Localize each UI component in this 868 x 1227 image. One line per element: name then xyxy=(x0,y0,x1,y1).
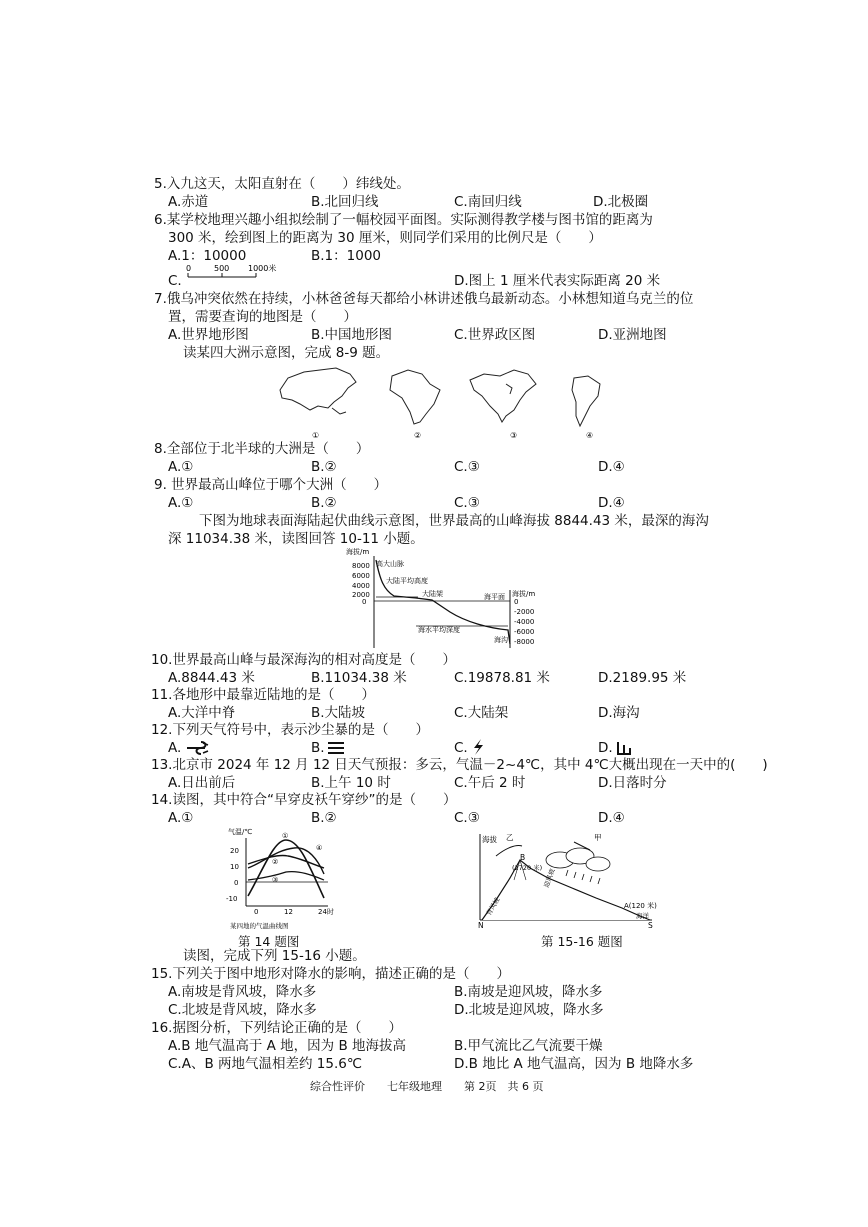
fig14-curve-label-2: ② xyxy=(272,858,279,866)
q16-option-a[interactable]: A.B 地气温高于 A 地，因为 B 地海拔高 xyxy=(168,1038,407,1054)
sandstorm-icon xyxy=(183,739,211,757)
fig15-label-yi: 乙 xyxy=(506,833,514,842)
fig14-caption: 第 14 题图 xyxy=(238,934,300,949)
curve-ytick-2000: 2000 xyxy=(352,591,370,599)
curve-label-mountain: 高大山脉 xyxy=(376,560,404,568)
continent-label-4: ④ xyxy=(586,431,594,440)
q9-option-a[interactable]: A.① xyxy=(168,495,194,511)
q11-stem: 11.各地形中最靠近陆地的是（ ） xyxy=(151,687,375,703)
q14-stem: 14.读图，其中符合“早穿皮袄午穿纱”的是（ ） xyxy=(151,792,457,808)
fig14-ytick-20: 20 xyxy=(230,847,239,855)
mountain-rain-figure xyxy=(476,830,658,930)
q6-stem-line1: 6.某学校地理兴趣小组拟绘制了一幅校园平面图。实际测得教学楼与图书馆的距离为 xyxy=(154,212,653,228)
q15-option-b[interactable]: B.南坡是迎风坡，降水多 xyxy=(454,984,603,1000)
q12-option-d[interactable]: D. xyxy=(598,740,613,756)
q5-option-b[interactable]: B.北回归线 xyxy=(311,194,379,210)
page-footer: 综合性评价 七年级地理 第 2页 共 6 页 xyxy=(310,1080,544,1093)
curve-y-title-right: 海拔/m xyxy=(512,590,536,598)
curve-y-title-left: 海拔/m xyxy=(346,548,370,556)
q8-option-c[interactable]: C.③ xyxy=(454,459,480,475)
q13-stem: 13.北京市 2024 年 12 月 12 日天气预报：多云，气温－2~4℃，其中 4℃大概出现在一天中的( ) xyxy=(151,757,768,773)
q15-option-c[interactable]: C.北坡是背风坡，降水多 xyxy=(168,1002,317,1018)
curve-ytick-0: 0 xyxy=(362,598,367,606)
fig14-xtick-24: 24时 xyxy=(318,908,334,916)
q7-option-a[interactable]: A.世界地形图 xyxy=(168,327,249,343)
q10-option-a[interactable]: A.8844.43 米 xyxy=(168,670,255,686)
fig15-label-windward: 迎风坡 xyxy=(542,867,557,889)
q11-option-a[interactable]: A.大洋中脊 xyxy=(168,705,236,721)
q5-option-a[interactable]: A.赤道 xyxy=(168,194,209,210)
intro-15-16: 读图，完成下列 15-16 小题。 xyxy=(183,948,366,964)
q16-option-b[interactable]: B.甲气流比乙气流要干燥 xyxy=(454,1038,603,1054)
q5-option-c[interactable]: C.南回归线 xyxy=(454,194,522,210)
fig15-label-b: B xyxy=(520,853,526,862)
q7-stem-line1: 7.俄乌冲突依然在持续，小林爸爸每天都给小林讲述俄乌最新动态。小林想知道乌克兰的位 xyxy=(154,291,694,307)
scale-label-1000: 1000米 xyxy=(248,264,277,273)
intro-8-9: 读某四大洲示意图，完成 8-9 题。 xyxy=(183,345,390,361)
scale-label-500: 500 xyxy=(214,264,230,273)
temp-curve-2 xyxy=(248,855,324,868)
continent-africa-shape xyxy=(390,370,440,424)
q12-option-a[interactable]: A. xyxy=(168,740,182,756)
curve-ytick-8000: 8000 xyxy=(352,562,370,570)
curve-ytick-6000: 6000 xyxy=(352,572,370,580)
q7-stem-line2: 置，需要查询的地图是（ ） xyxy=(168,309,357,325)
thunder-icon xyxy=(470,738,486,756)
curve-label-shelf: 大陆架 xyxy=(422,590,443,598)
q14-option-d[interactable]: D.④ xyxy=(598,810,625,826)
fig15-label-b-height: (2720 米) xyxy=(512,864,543,872)
curve-ytick-4000: 4000 xyxy=(352,582,370,590)
fig15-label-jia: 甲 xyxy=(594,833,602,842)
temp-curve-1 xyxy=(248,840,324,898)
q8-option-b[interactable]: B.② xyxy=(311,459,337,475)
fig14-y-title: 气温/℃ xyxy=(228,828,253,836)
q9-option-d[interactable]: D.④ xyxy=(598,495,625,511)
continent-namerica-shape xyxy=(470,370,536,422)
curve-label-sealevel: 海平面 xyxy=(484,593,505,601)
q9-option-c[interactable]: C.③ xyxy=(454,495,480,511)
q10-option-d[interactable]: D.2189.95 米 xyxy=(598,670,687,686)
q11-option-d[interactable]: D.海沟 xyxy=(598,705,640,721)
fig14-xtick-12: 12 xyxy=(284,908,293,916)
fig15-caption: 第 15-16 题图 xyxy=(541,934,623,949)
q6-option-c[interactable]: C. xyxy=(168,273,182,289)
q15-stem: 15.下列关于图中地形对降水的影响，描述正确的是（ ） xyxy=(151,966,510,982)
curve-rtick-2000: -2000 xyxy=(514,608,535,616)
q11-option-b[interactable]: B.大陆坡 xyxy=(311,705,366,721)
continent-asia-shape xyxy=(280,368,356,410)
fig15-label-leeward: 背风坡 xyxy=(484,896,502,917)
hail-icon xyxy=(614,738,634,756)
q12-option-b[interactable]: B. xyxy=(311,740,325,756)
q8-option-a[interactable]: A.① xyxy=(168,459,194,475)
fig14-curve-label-4: ④ xyxy=(316,844,323,852)
q16-option-c[interactable]: C.A、B 两地气温相差约 15.6℃ xyxy=(168,1056,363,1072)
q15-option-a[interactable]: A.南坡是背风坡，降水多 xyxy=(168,984,317,1000)
fig14-xtick-0: 0 xyxy=(254,908,259,916)
continent-label-3: ③ xyxy=(510,431,518,440)
intro-10-11-line1: 下图为地球表面海陆起伏曲线示意图，世界最高的山峰海拔 8844.43 米，最深的海沟 xyxy=(199,513,709,529)
curve-label-trench: 海沟 xyxy=(494,636,508,644)
q12-stem: 12.下列天气符号中，表示沙尘暴的是（ ） xyxy=(151,722,429,738)
continent-label-1: ① xyxy=(312,431,320,440)
q12-option-c[interactable]: C. xyxy=(454,740,468,756)
q13-option-a[interactable]: A.日出前后 xyxy=(168,775,236,791)
fig15-label-n: N xyxy=(478,921,484,930)
q13-option-b[interactable]: B.上午 10 时 xyxy=(311,775,391,791)
q10-option-c[interactable]: C.19878.81 米 xyxy=(454,670,550,686)
q8-stem: 8.全部位于北半球的大洲是（ ） xyxy=(154,441,370,457)
q7-option-b[interactable]: B.中国地形图 xyxy=(311,327,393,343)
q13-option-c[interactable]: C.午后 2 时 xyxy=(454,775,526,791)
continent-samerica-shape xyxy=(572,376,600,426)
curve-rtick-6000: -6000 xyxy=(514,628,535,636)
q6-option-a[interactable]: A.1：10000 xyxy=(168,248,247,264)
q16-option-d[interactable]: D.B 地比 A 地气温高，因为 B 地降水多 xyxy=(454,1056,694,1072)
q16-stem: 16.据图分析，下列结论正确的是（ ） xyxy=(151,1020,402,1036)
q11-option-c[interactable]: C.大陆架 xyxy=(454,705,509,721)
fig14-ytick-10: 10 xyxy=(230,863,239,871)
fig14-curve-label-3: ③ xyxy=(272,876,279,884)
fig14-ytick-0: 0 xyxy=(234,879,239,887)
q9-stem: 9. 世界最高山峰位于哪个大洲（ ） xyxy=(154,477,388,493)
q9-option-b[interactable]: B.② xyxy=(311,495,337,511)
fog-icon xyxy=(326,741,346,755)
q15-option-d[interactable]: D.北坡是迎风坡，降水多 xyxy=(454,1002,604,1018)
q7-option-d[interactable]: D.亚洲地图 xyxy=(598,327,667,343)
q6-stem-line2: 300 米，绘到图上的距离为 30 厘米，则同学们采用的比例尺是（ ） xyxy=(168,230,602,246)
q6-option-d[interactable]: D.图上 1 厘米代表实际距离 20 米 xyxy=(454,273,661,289)
fig15-label-s: S xyxy=(648,921,653,930)
q10-stem: 10.世界最高山峰与最深海沟的相对高度是（ ） xyxy=(151,652,456,668)
q13-option-d[interactable]: D.日落时分 xyxy=(598,775,667,791)
intro-10-11-line2: 深 11034.38 米，读图回答 10-11 小题。 xyxy=(168,531,424,547)
q14-option-c[interactable]: C.③ xyxy=(454,810,480,826)
scale-label-0: 0 xyxy=(186,264,192,273)
curve-rtick-8000: -8000 xyxy=(514,638,535,646)
fig14-ytick-minus10: -10 xyxy=(226,895,238,903)
q6-option-b[interactable]: B.1：1000 xyxy=(311,248,381,264)
mountain-profile xyxy=(482,860,650,920)
scale-bar-figure xyxy=(184,263,294,289)
fig14-subcaption: 某四地的气温曲线图 xyxy=(230,922,289,930)
temperature-curves-figure xyxy=(224,824,344,936)
q14-option-b[interactable]: B.② xyxy=(311,810,337,826)
curve-label-avg-height: 大陆平均高度 xyxy=(386,577,428,585)
q5-stem: 5.入九这天，太阳直射在（ ）纬线处。 xyxy=(154,176,410,192)
q7-option-c[interactable]: C.世界政区图 xyxy=(454,327,536,343)
curve-rtick-4000: -4000 xyxy=(514,618,535,626)
fig15-label-altitude: 海拔 xyxy=(482,835,497,844)
fig15-label-ocean: 海洋 xyxy=(636,912,649,920)
fig15-label-a: A(120 米) xyxy=(624,902,657,910)
curve-label-avg-depth: 海水平均深度 xyxy=(418,626,460,634)
continent-label-2: ② xyxy=(414,431,422,440)
fig14-curve-label-1: ① xyxy=(282,832,289,840)
continents-figure xyxy=(270,360,630,442)
q14-option-a[interactable]: A.① xyxy=(168,810,194,826)
q10-option-b[interactable]: B.11034.38 米 xyxy=(311,670,407,686)
curve-rtick-0: 0 xyxy=(514,598,519,606)
q5-option-d[interactable]: D.北极圈 xyxy=(593,194,649,210)
land-sea-curve-figure xyxy=(340,546,550,650)
q8-option-d[interactable]: D.④ xyxy=(598,459,625,475)
